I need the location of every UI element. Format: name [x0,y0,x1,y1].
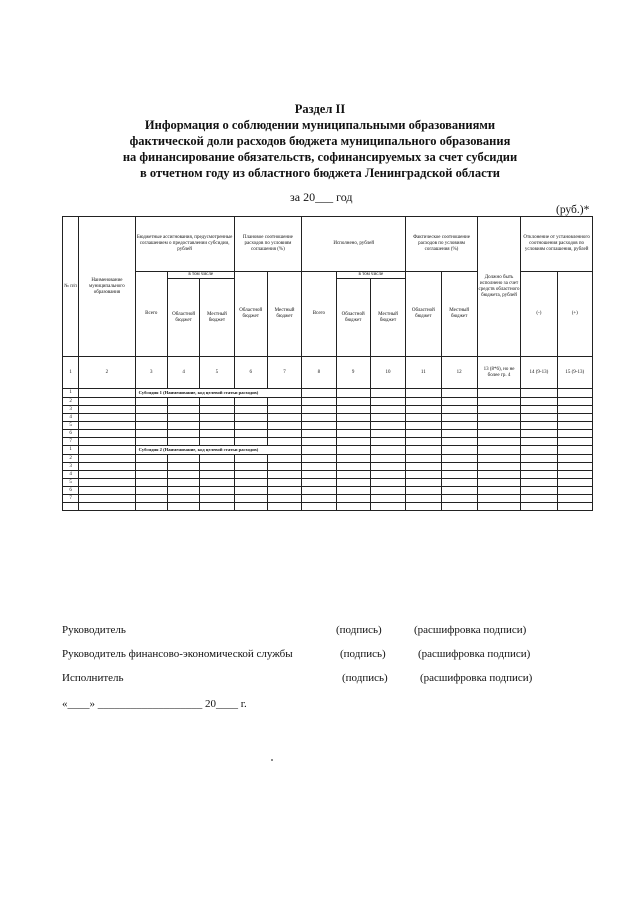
empty-cell [234,398,267,406]
empty-cell [234,495,267,503]
signature-role: Исполнитель [62,672,124,684]
empty-cell [441,430,477,438]
empty-cell [302,471,336,479]
empty-cell [477,414,520,422]
empty-cell [79,503,136,511]
empty-cell [477,479,520,487]
empty-cell [406,487,441,495]
empty-cell [234,414,267,422]
title-line-3: на финансирование обязательств, софинансируемых за счет субсидии [122,150,518,164]
empty-cell [477,446,520,455]
empty-cell [557,479,592,487]
empty-cell [135,422,167,430]
col-number: 3 [135,357,167,389]
col-number: 15 (9-13) [557,357,592,389]
empty-cell [441,503,477,511]
empty-cell [406,495,441,503]
empty-cell [557,463,592,471]
subsidy-header-row [63,446,593,455]
empty-cell [521,487,557,495]
empty-cell [406,414,441,422]
empty-cell [135,487,167,495]
header-num: № п/п [63,217,79,357]
empty-cell [521,398,557,406]
empty-cell [135,430,167,438]
empty-cell [200,422,234,430]
header-planned-ratio: Плановое соотношение расходов по условиям соглашения (%) [234,217,302,272]
empty-cell [336,446,370,455]
col-number: 5 [200,357,234,389]
title-line-4: в отчетном году из областного бюджета Ленинградской области [140,166,500,180]
empty-cell [557,471,592,479]
subsidy-label: Субсидия 1 (Наименование, код целевой статьи расходов) [135,389,302,398]
table-row [63,503,593,511]
header-executed: Исполнено, рублей [302,217,406,272]
empty-cell [200,455,234,463]
empty-cell [370,438,405,446]
empty-cell [441,479,477,487]
empty-cell [370,414,405,422]
header-actual-ratio: Фактическое соотношение расходов по условиям соглашения (%) [406,217,478,272]
header-budget-local: Местный бюджет [200,279,234,357]
empty-cell [521,463,557,471]
header-executed-regional: Областной бюджет [336,279,370,357]
empty-cell [302,487,336,495]
empty-cell [302,398,336,406]
row-number: 4 [63,471,79,479]
empty-cell [406,422,441,430]
empty-cell [370,487,405,495]
empty-cell [370,479,405,487]
empty-cell [200,487,234,495]
title-line-1: Информация о соблюдении муниципальными образованиями [144,118,496,132]
row-number: 6 [63,487,79,495]
table-row [63,422,593,430]
row-number: 3 [63,406,79,414]
empty-cell [477,471,520,479]
empty-cell [406,438,441,446]
empty-cell [200,414,234,422]
empty-cell [557,414,592,422]
empty-cell [370,430,405,438]
header-deviation-plus: (+) [557,272,592,357]
row-number: 5 [63,479,79,487]
empty-cell [336,398,370,406]
empty-cell [135,463,167,471]
empty-cell [167,438,199,446]
header-budget-allocations: Бюджетные ассигнования, предусмотренные соглашением о предоставлении субсидии, рублей [135,217,234,272]
empty-cell [167,422,199,430]
table-row [63,455,593,463]
empty-cell [521,495,557,503]
empty-cell [302,455,336,463]
table-row [63,487,593,495]
empty-cell [370,463,405,471]
row-number: 4 [63,414,79,422]
subsidy-header-row [63,389,593,398]
empty-cell [234,479,267,487]
col-number: 14 (9-13) [521,357,557,389]
header-budget-regional: Областной бюджет [167,279,199,357]
empty-cell [406,406,441,414]
empty-cell [302,446,336,455]
empty-cell [167,495,199,503]
row-number: 1 [63,446,79,455]
empty-cell [557,446,592,455]
empty-cell [200,398,234,406]
empty-cell [135,479,167,487]
empty-cell [302,430,336,438]
empty-cell [234,430,267,438]
empty-cell [135,398,167,406]
empty-cell [79,414,136,422]
empty-cell [477,487,520,495]
section-title [0,101,640,181]
empty-cell [267,414,301,422]
empty-cell [267,479,301,487]
empty-cell [200,503,234,511]
empty-cell [370,455,405,463]
empty-cell [267,463,301,471]
empty-cell [557,430,592,438]
empty-cell [167,406,199,414]
empty-cell [521,479,557,487]
header-executed-total: Всего [302,272,336,357]
col-number: 1 [63,357,79,389]
header-executed-local: Местный бюджет [370,279,405,357]
compliance-table [62,216,593,511]
empty-cell [135,414,167,422]
report-period: за 20___ год [290,190,353,204]
empty-cell [370,406,405,414]
empty-cell [267,471,301,479]
empty-cell [406,479,441,487]
empty-cell [79,422,136,430]
empty-cell [370,398,405,406]
empty-cell [406,503,441,511]
empty-cell [521,438,557,446]
row-number: 6 [63,430,79,438]
empty-cell [441,422,477,430]
empty-cell [234,422,267,430]
header-budget-in-that: в том числе [167,272,234,279]
header-actual-regional: Областной бюджет [406,272,441,357]
empty-cell [521,446,557,455]
col-number: 11 [406,357,441,389]
col-number: 10 [370,357,405,389]
empty-cell [200,430,234,438]
empty-cell [135,455,167,463]
row-number: 5 [63,422,79,430]
table-row [63,479,593,487]
empty-cell [406,463,441,471]
empty-cell [557,455,592,463]
empty-cell [167,463,199,471]
empty-cell [79,463,136,471]
empty-cell [336,471,370,479]
empty-cell [302,438,336,446]
subsidy-label: Субсидия 2 (Наименование, код целевой статьи расходов) [135,446,302,455]
empty-cell [441,414,477,422]
scan-speck [271,759,273,761]
empty-cell [406,471,441,479]
header-actual-local: Местный бюджет [441,272,477,357]
row-number: 2 [63,455,79,463]
empty-cell [477,495,520,503]
empty-cell [336,463,370,471]
empty-cell [167,471,199,479]
empty-cell [79,479,136,487]
col-number: 6 [234,357,267,389]
empty-cell [521,389,557,398]
empty-cell [79,455,136,463]
table-row [63,430,593,438]
empty-cell [521,406,557,414]
empty-cell [477,406,520,414]
row-number: 7 [63,438,79,446]
col-number: 8 [302,357,336,389]
empty-cell [336,414,370,422]
empty-cell [441,471,477,479]
empty-cell [79,406,136,414]
empty-cell [441,487,477,495]
empty-cell [521,422,557,430]
empty-cell [234,455,267,463]
header-budget-total: Всего [135,272,167,357]
empty-cell [477,422,520,430]
empty-cell [370,495,405,503]
empty-cell [406,455,441,463]
empty-cell [267,503,301,511]
empty-cell [557,422,592,430]
col-number: 7 [267,357,301,389]
header-deviation: Отклонение от установленного соотношения расходов по условиям соглашения, рублей [521,217,593,272]
empty-cell [336,495,370,503]
row-number: 1 [63,389,79,398]
empty-cell [336,479,370,487]
empty-cell [267,422,301,430]
empty-cell [441,455,477,463]
empty-cell [477,455,520,463]
signature-decode: (расшифровка подписи) [418,648,531,660]
currency-unit: (руб.)* [556,204,590,216]
empty-cell [135,503,167,511]
empty-cell [477,438,520,446]
table-row [63,398,593,406]
empty-cell [336,455,370,463]
empty-cell [63,503,79,511]
empty-cell [521,430,557,438]
column-number-row [63,357,593,389]
empty-cell [267,495,301,503]
empty-cell [557,406,592,414]
empty-cell [79,438,136,446]
empty-cell [267,455,301,463]
empty-cell [477,398,520,406]
empty-cell [302,503,336,511]
header-deviation-minus: (-) [521,272,557,357]
empty-cell [234,503,267,511]
empty-cell [441,438,477,446]
empty-cell [267,438,301,446]
empty-cell [135,406,167,414]
empty-cell [477,463,520,471]
empty-cell [441,398,477,406]
header-should-be-executed: Должно быть исполнено за счет средств областного бюджета, рублей [477,217,520,357]
empty-cell [441,389,477,398]
empty-cell [79,495,136,503]
empty-cell [167,398,199,406]
col-number: 9 [336,357,370,389]
empty-cell [477,503,520,511]
signature-decode: (расшифровка подписи) [420,672,533,684]
signature-date-line: «____» ___________________ 20____ г. [62,698,247,710]
empty-cell [200,463,234,471]
table-row [63,463,593,471]
empty-cell [336,422,370,430]
empty-cell [336,438,370,446]
empty-cell [167,487,199,495]
empty-cell [557,503,592,511]
table-row [63,414,593,422]
empty-cell [336,406,370,414]
empty-cell [167,430,199,438]
empty-cell [441,495,477,503]
empty-cell [521,471,557,479]
empty-cell [79,389,136,398]
empty-cell [267,398,301,406]
empty-cell [167,479,199,487]
table-row [63,495,593,503]
empty-cell [441,463,477,471]
table-row [63,438,593,446]
empty-cell [370,422,405,430]
empty-cell [557,495,592,503]
col-number: 2 [79,357,136,389]
empty-cell [302,414,336,422]
empty-cell [234,438,267,446]
empty-cell [557,438,592,446]
empty-cell [167,414,199,422]
row-number: 7 [63,495,79,503]
empty-cell [557,389,592,398]
row-number: 2 [63,398,79,406]
empty-cell [521,414,557,422]
empty-cell [521,503,557,511]
empty-cell [167,503,199,511]
empty-cell [557,398,592,406]
signature-decode: (расшифровка подписи) [414,624,527,636]
empty-cell [557,487,592,495]
table-row [63,406,593,414]
empty-cell [336,430,370,438]
empty-cell [200,479,234,487]
header-municipality: Наименование муниципального образования [79,217,136,357]
empty-cell [267,487,301,495]
empty-cell [200,471,234,479]
empty-cell [477,430,520,438]
empty-cell [302,463,336,471]
empty-cell [441,446,477,455]
empty-cell [370,389,405,398]
empty-cell [167,455,199,463]
signature-role: Руководитель [62,624,126,636]
empty-cell [135,438,167,446]
col-number: 12 [441,357,477,389]
signature-sign: (подпись) [342,672,388,684]
table-row [63,471,593,479]
empty-cell [79,471,136,479]
empty-cell [336,389,370,398]
empty-cell [336,503,370,511]
col-number: 4 [167,357,199,389]
empty-cell [200,495,234,503]
empty-cell [406,398,441,406]
empty-cell [302,495,336,503]
empty-cell [135,471,167,479]
empty-cell [406,430,441,438]
header-planned-local: Местный бюджет [267,272,301,357]
section-label: Раздел II [294,102,346,116]
empty-cell [370,446,405,455]
signature-sign: (подпись) [336,624,382,636]
empty-cell [302,422,336,430]
col-number: 13 (8*6), но не более гр. 4 [477,357,520,389]
empty-cell [441,406,477,414]
empty-cell [200,438,234,446]
empty-cell [79,487,136,495]
empty-cell [406,389,441,398]
signature-sign: (подпись) [340,648,386,660]
signature-role: Руководитель финансово-экономической службы [62,648,293,660]
empty-cell [267,406,301,414]
empty-cell [234,463,267,471]
empty-cell [302,479,336,487]
header-executed-in-that: в том числе [336,272,406,279]
empty-cell [200,406,234,414]
empty-cell [135,495,167,503]
empty-cell [370,503,405,511]
empty-cell [477,389,520,398]
header-planned-regional: Областной бюджет [234,272,267,357]
empty-cell [406,446,441,455]
empty-cell [370,471,405,479]
row-number: 3 [63,463,79,471]
empty-cell [234,471,267,479]
empty-cell [302,406,336,414]
empty-cell [79,430,136,438]
title-line-2: фактической доли расходов бюджета муниципального образования [129,134,511,148]
empty-cell [267,430,301,438]
empty-cell [336,487,370,495]
empty-cell [79,446,136,455]
empty-cell [234,487,267,495]
empty-cell [79,398,136,406]
empty-cell [234,406,267,414]
empty-cell [521,455,557,463]
empty-cell [302,389,336,398]
